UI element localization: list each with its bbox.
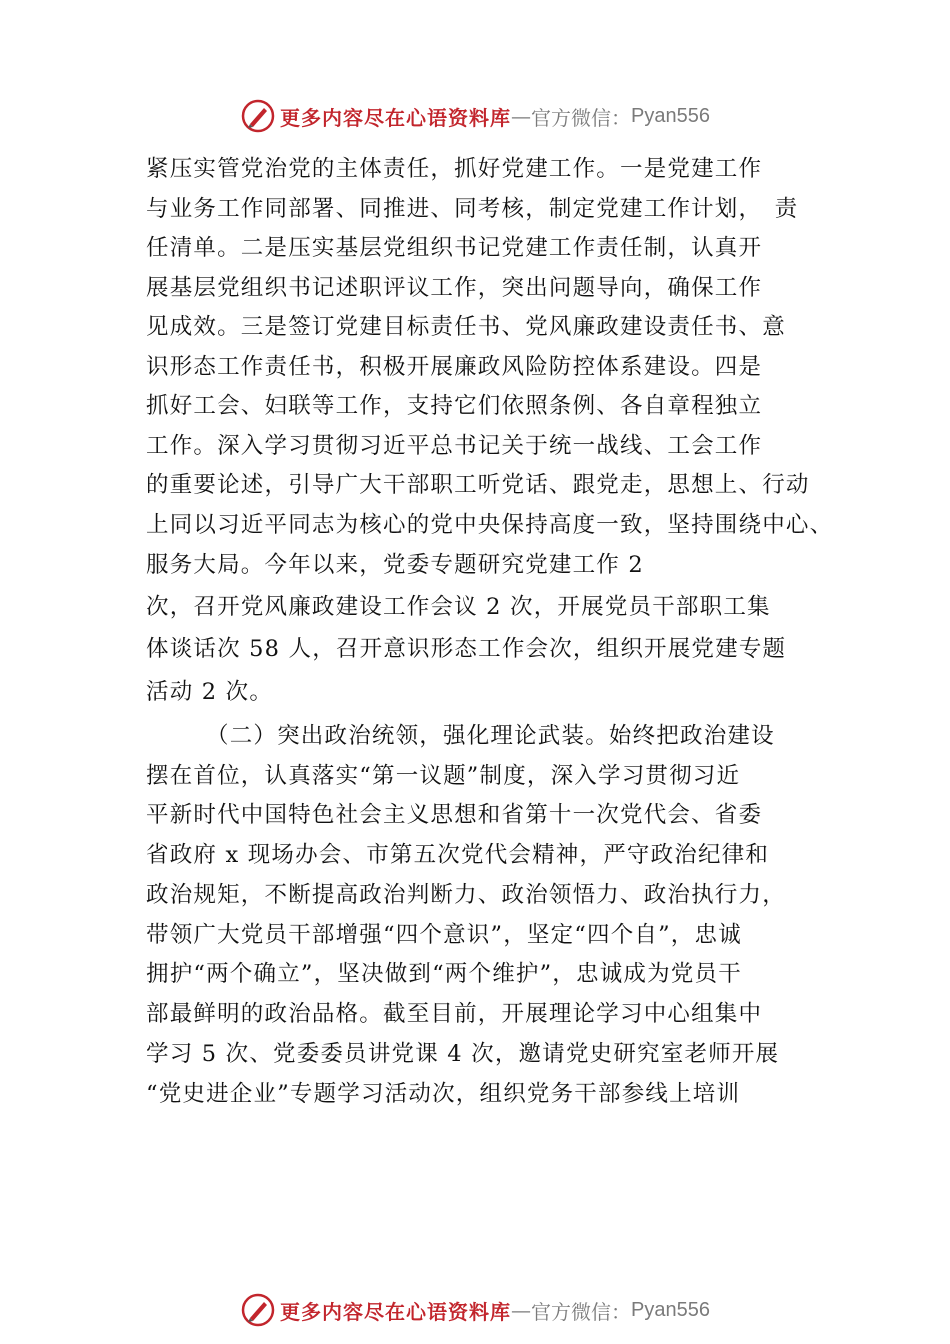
watermark-separator: — xyxy=(511,1298,532,1322)
text-line: 上同以习近平同志为核心的党中央保持高度一致，坚持围绕中心、 xyxy=(146,512,834,538)
text-line: 拥护“两个确立”，坚决做到“两个维护”，忠诚成为党员干 xyxy=(146,961,742,987)
text-line: 与业务工作同部署、同推进、同考核，制定党建工作计划， 责 xyxy=(146,196,799,222)
text-line: 紧压实管党治党的主体责任，抓好党建工作。一是党建工作 xyxy=(146,156,763,182)
text-line: 服务大局。今年以来，党委专题研究党建工作 2 xyxy=(146,552,644,578)
footer-watermark xyxy=(0,1290,950,1330)
text-line: 体谈话次 58 人，召开意识形态工作会次，组织开展党建专题 xyxy=(146,636,787,662)
section-heading-line: （二）突出政治统领，强化理论武装。始终把政治建设 xyxy=(206,723,775,749)
pen-logo-icon xyxy=(240,1292,276,1328)
watermark-wechat-id: Pyan556 xyxy=(631,104,710,127)
text-line: “党史进企业”专题学习活动次，组织党务干部参线上培训 xyxy=(146,1081,741,1107)
text-line: 次，召开党风廉政建设工作会议 2 次，开展党员干部职工集 xyxy=(146,594,771,620)
text-line: 识形态工作责任书，积极开展廉政风险防控体系建设。四是 xyxy=(146,354,763,380)
text-line: 摆在首位，认真落实“第一议题”制度，深入学习贯彻习近 xyxy=(146,763,741,789)
watermark-wechat-id: Pyan556 xyxy=(631,1298,710,1321)
text-line: 学习 5 次、党委委员讲党课 4 次，邀请党史研究室老师开展 xyxy=(146,1041,780,1067)
text-line: 的重要论述，引导广大干部职工听党话、跟党走，思想上、行动 xyxy=(146,472,810,498)
text-line: 展基层党组织书记述职评议工作，突出问题导向，确保工作 xyxy=(146,275,763,301)
text-line: 部最鲜明的政治品格。截至目前，开展理论学习中心组集中 xyxy=(146,1001,763,1027)
text-line: 带领广大党员干部增强“四个意识”，坚定“四个自”，忠诚 xyxy=(146,922,742,948)
text-line: 活动 2 次。 xyxy=(146,679,274,705)
text-line: 政治规矩，不断提高政治判断力、政治领悟力、政治执行力， xyxy=(146,882,786,908)
pen-logo-icon xyxy=(240,98,276,134)
text-line: 平新时代中国特色社会主义思想和省第十一次党代会、省委 xyxy=(146,802,763,828)
text-line: 任清单。二是压实基层党组织书记党建工作责任制，认真开 xyxy=(146,235,763,261)
watermark-wechat-label: 官方微信： xyxy=(531,1299,632,1324)
watermark-brand: 更多内容尽在心语资料库 xyxy=(280,1299,512,1324)
header-watermark xyxy=(0,96,950,136)
text-line: 见成效。三是签订党建目标责任书、党风廉政建设责任书、意 xyxy=(146,314,786,340)
text-line: 省政府 x 现场办会、市第五次党代会精神，严守政治纪律和 xyxy=(146,842,770,868)
text-line: 抓好工会、妇联等工作，支持它们依照条例、各自章程独立 xyxy=(146,393,763,419)
watermark-wechat-label: 官方微信： xyxy=(531,105,632,130)
text-line: 工作。深入学习贯彻习近平总书记关于统一战线、工会工作 xyxy=(146,433,763,459)
watermark-separator: — xyxy=(511,104,532,128)
watermark-brand: 更多内容尽在心语资料库 xyxy=(280,105,512,130)
